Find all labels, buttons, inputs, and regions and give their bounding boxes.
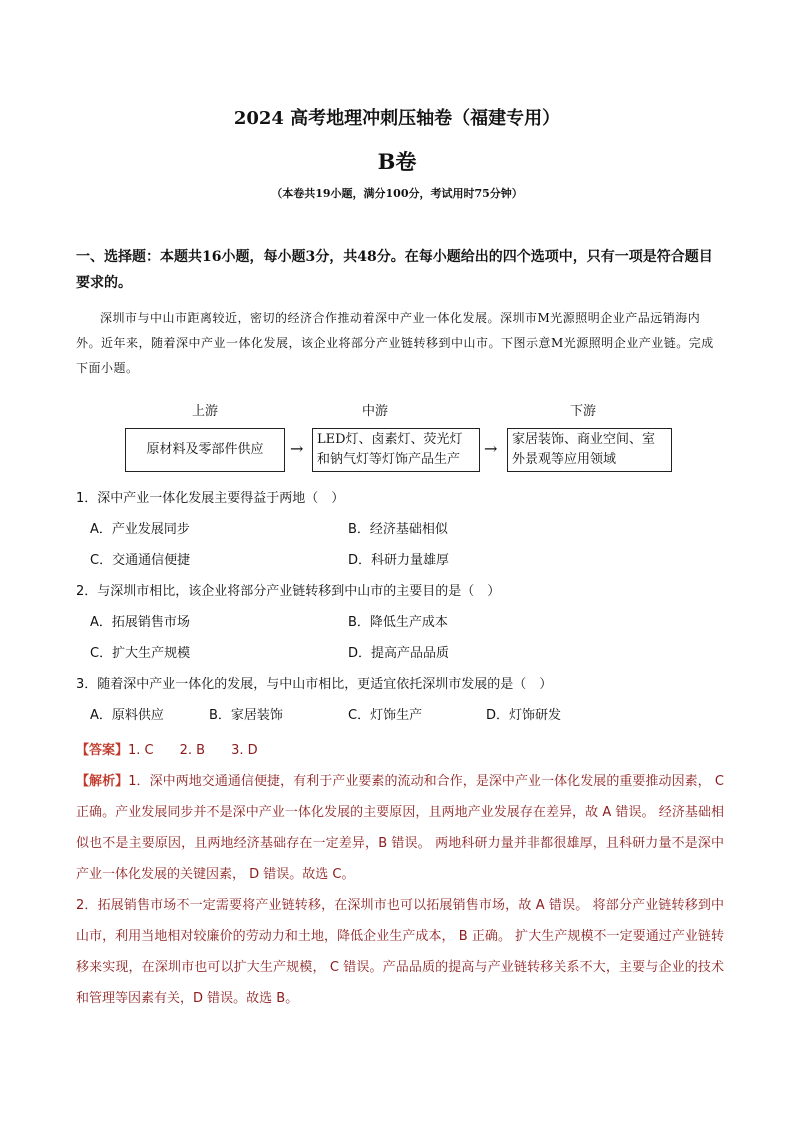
exam-note: （本卷共19小题，满分100分，考试用时75分钟） bbox=[271, 187, 523, 200]
question-list bbox=[76, 483, 724, 731]
option-d: D．灯饰研发 bbox=[486, 708, 562, 723]
option-a: A．原料供应 bbox=[90, 708, 164, 723]
answer-text: 1. C 2. B 3. D bbox=[128, 743, 258, 758]
explanation-paragraph-1 bbox=[76, 766, 724, 890]
paper-version: B卷 bbox=[377, 149, 417, 174]
question-3-options bbox=[76, 700, 724, 731]
arrow-icon: → bbox=[484, 439, 498, 458]
option-d: D．科研力量雄厚 bbox=[348, 553, 450, 568]
explanation-tag: 【解析】 bbox=[76, 774, 129, 789]
downstream-box-text: 家居装饰、商业空间、室外景观等应用领域 bbox=[512, 432, 656, 467]
answer-tag: 【答案】 bbox=[76, 743, 129, 758]
arrow-icon: → bbox=[290, 439, 304, 458]
option-b: B．经济基础相似 bbox=[348, 522, 448, 537]
option-c: C．灯饰生产 bbox=[348, 708, 423, 723]
question-intro: 深圳市与中山市距离较近，密切的经济合作推动着深中产业一体化发展。深圳市M光源照明企业产品远销海内外。近年来，随着深中产业一体化发展，该企业将部分产业链转移到中山市。下图示意M光源照明企业产业链。完成下面小题。 bbox=[76, 311, 714, 375]
option-a: A．拓展销售市场 bbox=[90, 615, 190, 630]
option-b: B．家居装饰 bbox=[209, 708, 283, 723]
question-1-options bbox=[76, 514, 724, 545]
page-title: 2024 高考地理冲刺压轴卷（福建专用） bbox=[233, 108, 561, 129]
question-2-stem: 2．与深圳市相比，该企业将部分产业链转移到中山市的主要目的是（ ） bbox=[76, 584, 501, 599]
downstream-label: 下游 bbox=[569, 404, 596, 419]
question-2-options-row2 bbox=[76, 638, 724, 669]
midstream-box bbox=[312, 428, 480, 472]
option-c: C．交通通信便捷 bbox=[90, 553, 191, 568]
section-heading: 一、选择题：本题共16小题，每小题3分，共48分。在每小题给出的四个选项中，只有一项是符合题目要求的。 bbox=[76, 249, 713, 291]
upstream-box bbox=[125, 428, 285, 472]
downstream-box bbox=[507, 428, 672, 472]
question-3-stem: 3．随着深中产业一体化的发展，与中山市相比，更适宜依托深圳市发展的是（ ） bbox=[76, 677, 553, 692]
question-2-options bbox=[76, 607, 724, 638]
answer-line bbox=[76, 735, 724, 766]
option-c: C．扩大生产规模 bbox=[90, 646, 191, 661]
upstream-box-text: 原材料及零部件供应 bbox=[146, 442, 264, 457]
question-1-options-row2 bbox=[76, 545, 724, 576]
upstream-label: 上游 bbox=[191, 404, 218, 419]
explanation-text-2: 2．拓展销售市场不一定需要将产业链转移，在深圳市也可以拓展销售市场，故 A 错误。 将部分产业链转移到中山市，利用当地相对较廉价的劳动力和土地，降低企业生产成本， B 正确。 扩大生产规模不一定要通过产业链转移来实现，在深圳市也可以扩大生产规模， C 错误。产品品质的提高与产业链转移关系不大，主要与企业的技术和管理等因素有关，D 错误。故选 B。 bbox=[76, 898, 724, 1006]
explanation-paragraph-2 bbox=[76, 890, 724, 1014]
industry-chain-diagram bbox=[120, 400, 680, 480]
question-1-stem: 1．深中产业一体化发展主要得益于两地（ ） bbox=[76, 491, 345, 506]
explanation-text-1: 1．深中两地交通通信便捷，有利于产业要素的流动和合作，是深中产业一体化发展的重要推动因素， C 正确。产业发展同步并不是深中产业一体化发展的主要原因，且两地产业发展存在差异，故 A 错误。 经济基础相似也不是主要原因，且两地经济基础存在一定差异，B 错误。 两地科研力量并非都很雄厚，且科研力量不是深中产业一体化发展的关键因素， D 错误。故选 C。 bbox=[76, 774, 724, 882]
option-b: B．降低生产成本 bbox=[348, 615, 448, 630]
midstream-label: 中游 bbox=[361, 404, 388, 419]
midstream-box-text: LED灯、卤素灯、荧光灯和钠气灯等灯饰产品生产 bbox=[317, 432, 463, 467]
option-a: A．产业发展同步 bbox=[90, 522, 190, 537]
option-d: D．提高产品品质 bbox=[348, 646, 450, 661]
